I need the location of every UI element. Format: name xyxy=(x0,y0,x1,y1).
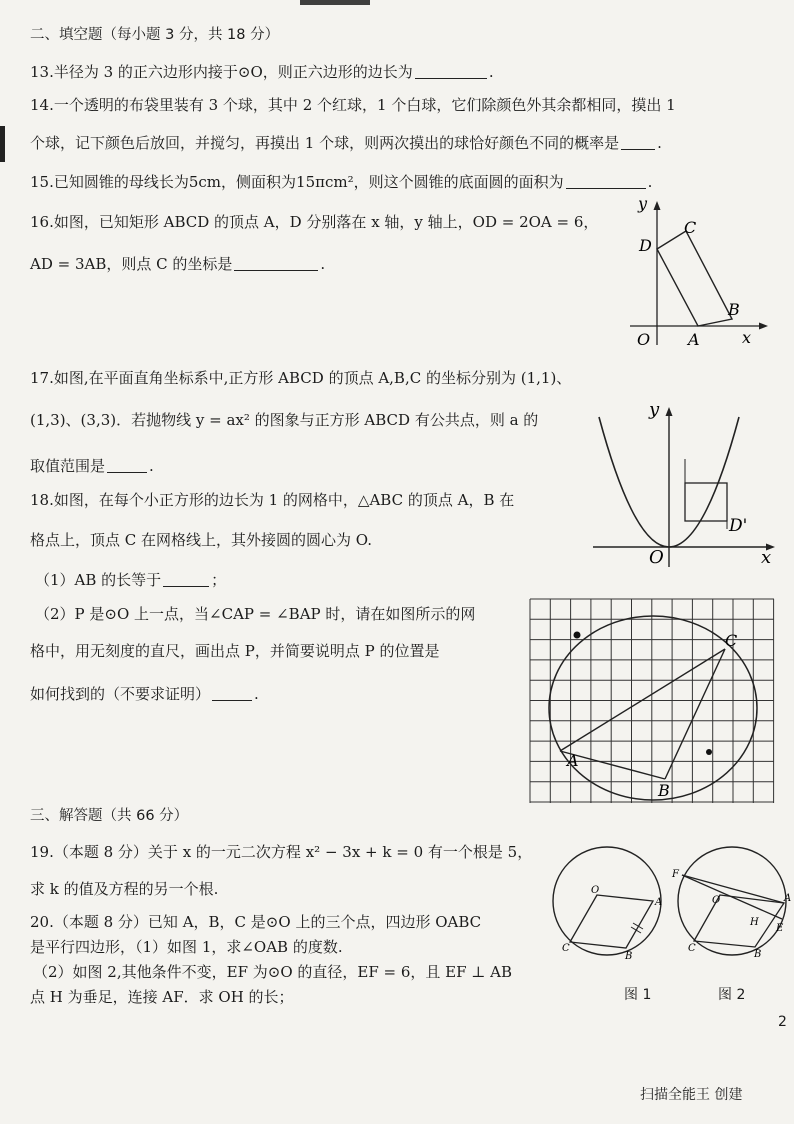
q17-end: . xyxy=(149,457,154,475)
question-18-part1 xyxy=(35,570,226,590)
q20-line2: 是平行四边形，（1）如图 1，求∠OAB 的度数. xyxy=(30,938,343,956)
question-13 xyxy=(30,62,494,82)
q17-D-label: D' xyxy=(729,516,748,536)
fig2-A-label: A xyxy=(784,893,792,904)
q18-C-label: C xyxy=(725,631,738,650)
scan-left-artifact xyxy=(0,126,5,162)
q19-line2: 求 k 的值及方程的另一个根. xyxy=(30,880,219,898)
q18-part2-line3-text: 如何找到的（不要求证明） xyxy=(30,685,211,703)
q20-figure-2 xyxy=(668,843,793,963)
q20-figure-1 xyxy=(545,843,670,963)
q16-D-label: D xyxy=(639,236,652,255)
scan-top-artifact xyxy=(300,0,370,5)
q17-O-label: O xyxy=(649,547,664,568)
q16-y-label: y xyxy=(638,195,648,213)
q18-part2-end: . xyxy=(254,685,259,703)
q16-figure xyxy=(622,195,772,353)
q16-x-label: x xyxy=(742,328,752,347)
q17-line3-text: 取值范围是 xyxy=(30,457,106,475)
q13-blank xyxy=(415,63,487,79)
q16-C-label: C xyxy=(684,218,697,237)
q16-B-label: B xyxy=(728,300,740,319)
q18-line2: 格点上，顶点 C 在网格线上，其外接圆的圆心为 O. xyxy=(30,531,372,549)
q18-part2-blank xyxy=(212,685,252,701)
fig1-caption: 图 1 xyxy=(624,987,652,1003)
footer-watermark: 扫描全能王 创建 xyxy=(640,1087,743,1103)
q20-line4: 点 H 为垂足，连接 AF．求 OH 的长； xyxy=(30,988,294,1006)
q18-part1-text: （1）AB 的长等于 xyxy=(35,571,162,589)
q17-line1: 17.如图,在平面直角坐标系中,正方形 ABCD 的顶点 A,B,C 的坐标分别为 (1,1)、 xyxy=(30,369,572,387)
q20-line1: 20.（本题 8 分）已知 A，B，C 是⊙O 上的三个点，四边形 OABC xyxy=(30,913,482,931)
q16-A-label: A xyxy=(688,330,700,349)
question-15 xyxy=(30,172,652,192)
q20-line3: （2）如图 2,其他条件不变，EF 为⊙O 的直径，EF = 6，且 EF ⊥ AB xyxy=(33,963,513,981)
q18-part1-end: ； xyxy=(211,571,227,589)
q16-blank xyxy=(234,255,318,271)
section3-title: 三、解答题（共 66 分） xyxy=(30,808,189,824)
question-18-part2-line3 xyxy=(30,684,259,704)
q14-end: . xyxy=(657,134,662,152)
fig2-E-label: E xyxy=(776,923,784,934)
q14-blank xyxy=(621,134,655,150)
q14-line2-text: 个球，记下颜色后放回，并搅匀，再摸出 1 个球，则两次摸出的球恰好颜色不同的概率是 xyxy=(30,134,620,152)
q13-text: 13.半径为 3 的正六边形内接于⊙O，则正六边形的边长为 xyxy=(30,63,413,81)
q16-line2-text: AD = 3AB，则点 C 的坐标是 xyxy=(30,255,233,273)
q17-figure xyxy=(585,395,785,570)
fig2-O-label: O xyxy=(712,895,721,906)
q18-B-label: B xyxy=(658,781,670,800)
q13-end: . xyxy=(488,63,494,81)
q15-blank xyxy=(566,173,646,189)
fig2-F-label: F xyxy=(672,869,679,880)
q16-end: . xyxy=(320,255,326,273)
q18-line1: 18.如图，在每个小正方形的边长为 1 的网格中，△ABC 的顶点 A，B 在 xyxy=(30,491,515,509)
q18-part2-line1: （2）P 是⊙O 上一点，当∠CAP = ∠BAP 时，请在如图所示的网 xyxy=(35,605,476,623)
q18-A-label: A xyxy=(567,751,579,770)
q16-O-label: O xyxy=(637,330,651,349)
q17-x-label: x xyxy=(761,547,772,568)
q19-line1: 19.（本题 8 分）关于 x 的一元二次方程 x² − 3x + k = 0 有一个根是 5， xyxy=(30,843,533,861)
q14-line1: 14.一个透明的布袋里装有 3 个球，其中 2 个红球，1 个白球，它们除颜色外其余都相同，摸出 1 xyxy=(30,96,676,114)
fig2-B-label: B xyxy=(754,949,762,960)
fig1-C-label: C xyxy=(562,943,570,954)
fig2-caption: 图 2 xyxy=(718,987,746,1003)
page-number: 2 xyxy=(778,1014,787,1030)
q16-line1: 16.如图，已知矩形 ABCD 的顶点 A，D 分别落在 x 轴，y 轴上，OD = 2OA = 6， xyxy=(30,213,599,231)
q17-line2: (1,3)、(3,3)．若抛物线 y = ax² 的图象与正方形 ABCD 有公共点，则 a 的 xyxy=(30,411,539,429)
q18-part2-line2: 格中，用无刻度的直尺，画出点 P，并简要说明点 P 的位置是 xyxy=(30,642,440,660)
question-16-line2 xyxy=(30,254,325,274)
q15-end: . xyxy=(647,173,653,191)
fig2-H-label: H xyxy=(750,917,759,928)
q17-y-label: y xyxy=(649,399,660,420)
fig2-C-label: C xyxy=(688,943,696,954)
question-14-line2 xyxy=(30,133,662,153)
fig1-O-label: O xyxy=(591,885,600,896)
q15-text: 15.已知圆锥的母线长为5cm，侧面积为15πcm²，则这个圆锥的底面圆的面积为 xyxy=(30,173,564,191)
q18-grid-figure xyxy=(527,596,777,806)
q18-part1-blank xyxy=(163,571,209,587)
fig1-B-label: B xyxy=(625,951,633,962)
fig1-A-label: A xyxy=(655,897,663,908)
question-17-line3 xyxy=(30,456,154,476)
section2-title: 二、填空题（每小题 3 分，共 18 分） xyxy=(30,27,280,43)
q17-blank xyxy=(107,457,147,473)
